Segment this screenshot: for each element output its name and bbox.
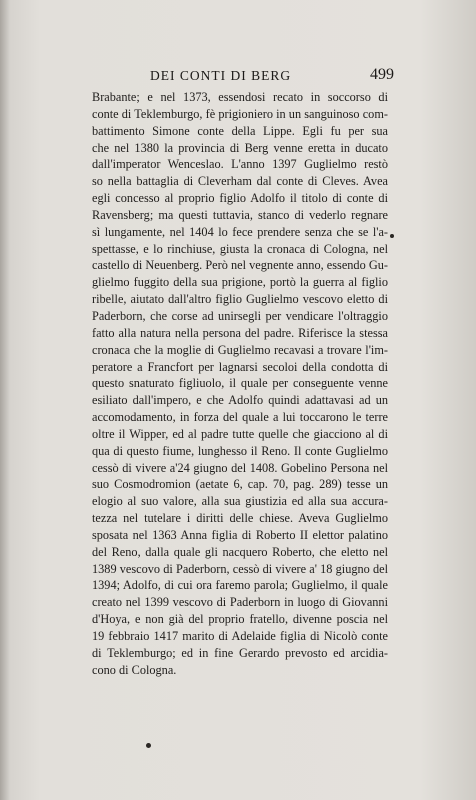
- text-line: accomodamento, in forza del quale a lui toccarono le terre: [92, 410, 388, 425]
- text-line: 1394; Adolfo, di cui ora faremo parola; Guglielmo, il quale: [92, 578, 388, 593]
- text-line: sposata nel 1363 Anna figlia di Roberto II elettor palatino: [92, 527, 388, 542]
- text-line: oltre il Wipper, ed al padre tutte quelle che giacciono al di: [92, 426, 388, 441]
- text-line: cronaca che la moglie di Guglielmo recavasi a trovare l'im-: [92, 342, 388, 357]
- text-line: creato nel 1399 vescovo di Paderborn in luogo di Giovanni: [92, 595, 388, 610]
- text-line: so nella battaglia di Cleverham dal conte di Cleves. Avea: [92, 174, 388, 189]
- text-line: cessò di vivere a'24 giugno del 1408. Gobelino Persona nel: [92, 460, 388, 475]
- text-line: conte di Teklemburgo, fè prigioniero in un sanguinoso com-: [92, 106, 388, 121]
- text-line: che nel 1380 la provincia di Berg venne eretta in ducato: [92, 140, 388, 155]
- text-line: d'Hoya, e non già del proprio fratello, divenne poscia nel: [92, 612, 388, 627]
- text-line: spettasse, e lo rinchiuse, giusta la cronaca di Cologna, nel: [92, 241, 388, 256]
- text-line: esiliato dall'impero, e che Adolfo quindi adattavasi ad un: [92, 393, 388, 408]
- text-line: peratore a Francfort per lagnarsi secoloi della condotta di: [92, 359, 388, 374]
- ink-dot: [390, 234, 394, 238]
- text-line: glielmo fuggito della sua prigione, portò la guerra al figlio: [92, 275, 388, 290]
- text-line: qua di questo fiume, lunghesso il Reno. Il conte Guglielmo: [92, 443, 388, 458]
- text-line: di Teklemburgo; ed in fine Gerardo prevosto ed arcidia-: [92, 645, 388, 660]
- text-line: sì lungamente, nel 1404 lo fece prendere senza che se l'a-: [92, 224, 388, 239]
- body-paragraph: [92, 89, 388, 679]
- text-line: battimento Simone conte della Lippe. Egli fu per sua: [92, 123, 388, 138]
- text-line: elogio al suo valore, alla sua giustizia ed alla sua accura-: [92, 494, 388, 509]
- text-line: fatto alla natura nella persona del padre. Riferisce la stessa: [92, 325, 388, 340]
- text-line: tezza nel tutelare i diritti delle chiese. Aveva Guglielmo: [92, 511, 388, 526]
- text-line: Brabante; e nel 1373, essendosi recato in soccorso di: [92, 90, 388, 104]
- text-line: del Reno, dalla quale gli nacquero Roberto, che eletto nel: [92, 544, 388, 559]
- text-line: egli concesso al proprio figlio Adolfo il titolo di conte di: [92, 191, 388, 206]
- text-line: suo Cosmodromion (aetate 6, cap. 70, pag. 289) tesse un: [92, 477, 388, 492]
- running-head: DEI CONTI DI BERG: [150, 68, 292, 83]
- text-line: 19 febbraio 1417 marito di Adelaide figlia di Nicolò conte: [92, 629, 388, 643]
- text-line: cono di Cologna.: [92, 662, 177, 677]
- text-line: Paderborn, che corse ad unirsegli per vendicare l'oltraggio: [92, 308, 388, 323]
- page-number: 499: [370, 66, 394, 83]
- text-line: ribelle, aiutato dall'altro figlio Guglielmo vescovo eletto di: [92, 292, 388, 307]
- text-line: 1389 vescovo di Paderborn, cessò di vivere a' 18 giugno del: [92, 561, 388, 576]
- ink-dot: [146, 743, 151, 748]
- text-line: dall'imperator Wenceslao. L'anno 1397 Guglielmo restò: [92, 157, 388, 172]
- text-line: castello di Neuenberg. Però nel vegnente anno, essendo Gu-: [92, 258, 388, 273]
- text-line: questo snaturato figliuolo, il quale per conseguente venne: [92, 376, 388, 391]
- text-line: Ravensberg; ma questi tuttavia, stanco di vederlo regnare: [92, 207, 388, 222]
- page-header: [92, 66, 394, 87]
